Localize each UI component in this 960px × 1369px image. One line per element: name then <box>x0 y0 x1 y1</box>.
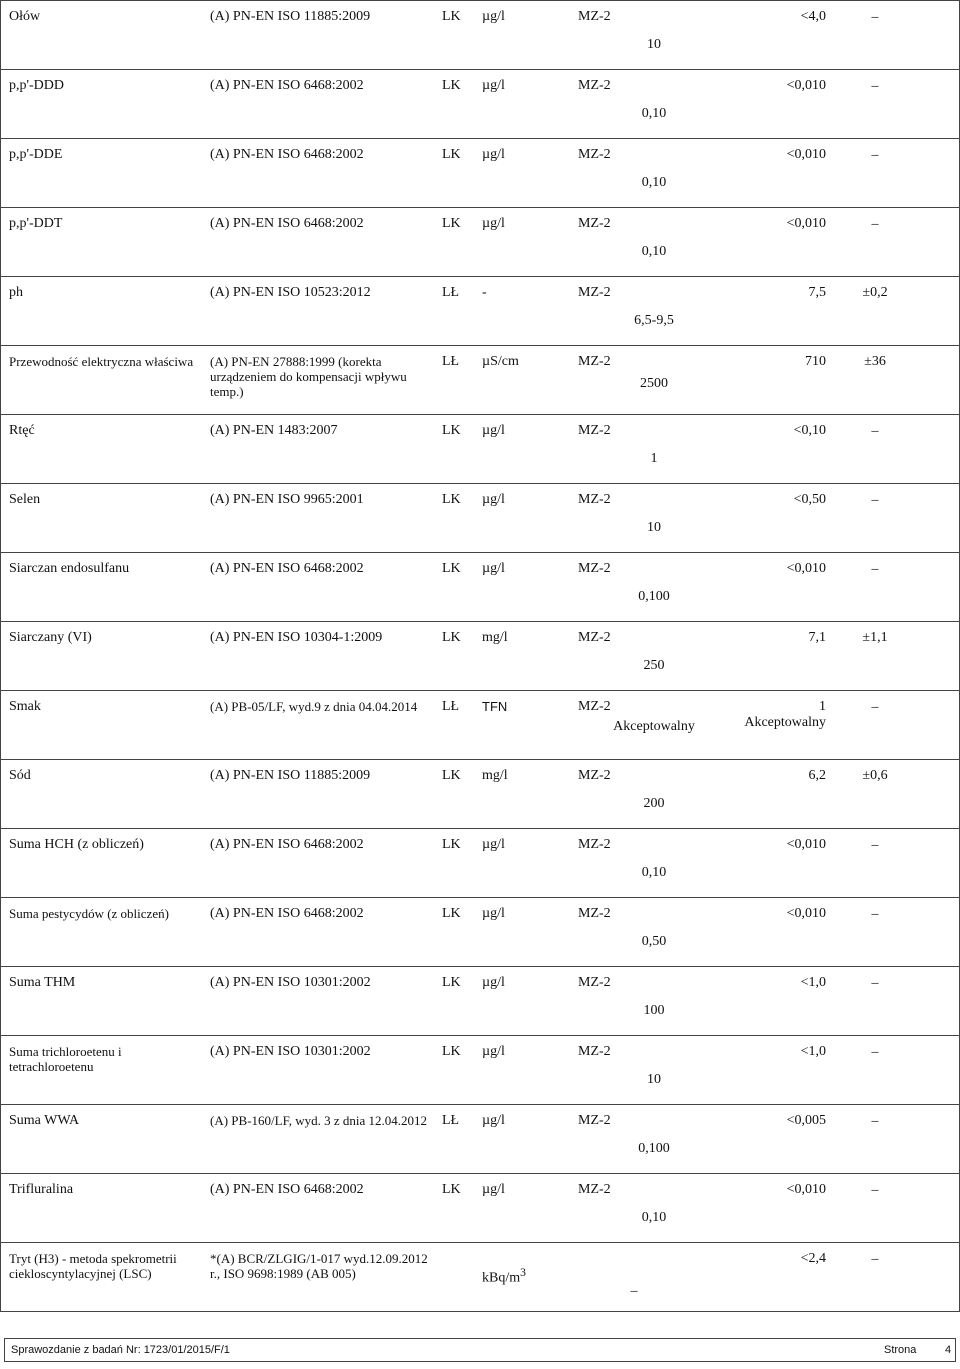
regulation: MZ-2 <box>578 975 611 990</box>
test-method: (A) PN-EN ISO 6468:2002 <box>210 78 364 93</box>
lab-code: LK <box>442 147 461 162</box>
test-method: (A) PN-EN ISO 6468:2002 <box>210 216 364 231</box>
regulation: MZ-2 <box>578 630 611 645</box>
result-value: <4,0 <box>800 9 826 24</box>
uncertainty: _ <box>871 557 879 572</box>
uncertainty: _ <box>871 212 879 227</box>
row-content <box>1 829 959 897</box>
test-method: (A) PN-EN 1483:2007 <box>210 423 338 438</box>
regulation: MZ-2 <box>578 285 611 300</box>
uncertainty: _ <box>871 1178 879 1193</box>
result-value: <1,0 <box>800 1044 826 1059</box>
result-value: <0,010 <box>786 1182 826 1197</box>
uncertainty: _ <box>871 5 879 20</box>
lab-code: LŁ <box>442 285 460 300</box>
row-cell <box>1 898 960 967</box>
row-content <box>1 760 959 828</box>
row-content <box>1 415 959 483</box>
limit-value: 250 <box>643 658 665 673</box>
limit-value: Akceptowalny <box>613 719 695 734</box>
result-value: <0,010 <box>786 78 826 93</box>
uncertainty: _ <box>871 419 879 434</box>
unit: µS/cm <box>482 354 519 369</box>
row-cell <box>1 1174 960 1243</box>
parameter-name: ph <box>9 285 23 300</box>
row-cell <box>1 1 960 70</box>
row-cell <box>1 346 960 415</box>
lab-code: LK <box>442 630 461 645</box>
limit-value: 0,10 <box>641 865 667 880</box>
uncertainty: ±0,6 <box>862 768 888 783</box>
parameter-name: Sód <box>9 768 31 783</box>
row-content <box>1 346 959 414</box>
limit-value: 10 <box>647 37 661 52</box>
table-row <box>1 1243 960 1312</box>
regulation: MZ-2 <box>578 9 611 24</box>
table-row <box>1 622 960 691</box>
unit: µg/l <box>482 906 505 921</box>
row-content <box>1 1 959 69</box>
test-method: (A) PN-EN ISO 10301:2002 <box>210 1044 371 1059</box>
regulation: MZ-2 <box>578 699 611 714</box>
result-value: 7,5 <box>808 285 826 300</box>
limit-value: 6,5-9,5 <box>634 313 674 328</box>
uncertainty: ±0,2 <box>862 285 888 300</box>
row-cell <box>1 139 960 208</box>
limit-value: 10 <box>647 1072 661 1087</box>
unit: mg/l <box>482 630 508 645</box>
parameter-name: Suma HCH (z obliczeń) <box>9 837 144 852</box>
test-method: *(A) BCR/ZLGIG/1-017 wyd.12.09.2012 r., ISO 9698:1989 (AB 005) <box>210 1251 428 1281</box>
parameter-name: Siarczany (VI) <box>9 630 92 645</box>
uncertainty: _ <box>871 143 879 158</box>
unit-exponent: 3 <box>520 1266 526 1279</box>
report-number: Sprawozdanie z badań Nr: 1723/01/2015/F/1 <box>11 1344 230 1356</box>
limit-value: 0,10 <box>641 1210 667 1225</box>
limit-value: 0,10 <box>641 175 667 190</box>
unit: µg/l <box>482 147 505 162</box>
page-number: 4 <box>945 1344 952 1356</box>
result-value: 7,1 <box>808 630 826 645</box>
lab-code: LK <box>442 9 461 24</box>
unit: µg/l <box>482 837 505 852</box>
uncertainty: _ <box>871 1109 879 1124</box>
row-cell <box>1 277 960 346</box>
lab-code: LK <box>442 423 461 438</box>
test-method: (A) PB-160/LF, wyd. 3 z dnia 12.04.2012 <box>210 1113 428 1128</box>
row-cell <box>1 484 960 553</box>
limit-value: 0,100 <box>638 1141 670 1156</box>
row-cell <box>1 208 960 277</box>
parameter-name: Suma trichloroetenu i tetrachloroetenu <box>9 1044 122 1074</box>
uncertainty: _ <box>871 902 879 917</box>
lab-code: LŁ <box>442 354 460 369</box>
test-method: (A) PN-EN ISO 9965:2001 <box>210 492 364 507</box>
row-cell <box>1 1105 960 1174</box>
parameter-name: p,p'-DDD <box>9 78 65 93</box>
limit-value: 0,100 <box>638 589 670 604</box>
result-value: <0,50 <box>793 492 826 507</box>
parameter-name: Ołów <box>9 9 41 24</box>
row-content <box>1 70 959 138</box>
test-method: (A) PN-EN ISO 10304-1:2009 <box>210 630 383 645</box>
lab-code: LK <box>442 1182 461 1197</box>
unit: µg/l <box>482 975 505 990</box>
test-method: (A) PN-EN ISO 6468:2002 <box>210 906 364 921</box>
table-row <box>1 277 960 346</box>
parameter-name: Suma WWA <box>9 1113 80 1128</box>
test-method: (A) PN-EN ISO 6468:2002 <box>210 561 364 576</box>
parameter-name: Suma THM <box>9 975 76 990</box>
row-content <box>1 691 959 759</box>
row-content <box>1 1036 959 1104</box>
table-row <box>1 346 960 415</box>
regulation: MZ-2 <box>578 492 611 507</box>
unit: - <box>482 285 487 300</box>
unit: TFN <box>482 699 508 714</box>
parameter-name: Rtęć <box>9 423 35 438</box>
unit-base: kBq/m <box>482 1270 521 1286</box>
regulation: MZ-2 <box>578 423 611 438</box>
test-method: (A) PN-EN ISO 6468:2002 <box>210 1182 364 1197</box>
lab-code: LK <box>442 561 461 576</box>
parameter-name: Przewodność elektryczna właściwa <box>9 354 194 369</box>
lab-code: LK <box>442 216 461 231</box>
row-content <box>1 277 959 345</box>
result-value: <0,005 <box>786 1113 826 1128</box>
result-value: 1 <box>819 699 826 714</box>
regulation: MZ-2 <box>578 1113 611 1128</box>
table-row <box>1 691 960 760</box>
row-cell <box>1 691 960 760</box>
result-value: <0,010 <box>786 216 826 231</box>
result-value: <0,10 <box>793 423 826 438</box>
table-row <box>1 70 960 139</box>
limit-value: 100 <box>643 1003 665 1018</box>
table-row <box>1 1 960 70</box>
table-row <box>1 415 960 484</box>
unit: µg/l <box>482 1044 505 1059</box>
unit: µg/l <box>482 216 505 231</box>
row-cell <box>1 415 960 484</box>
row-content <box>1 484 959 552</box>
regulation: MZ-2 <box>578 768 611 783</box>
parameter-name: p,p'-DDE <box>9 147 63 162</box>
row-content <box>1 1243 959 1311</box>
test-method: (A) PN-EN ISO 10523:2012 <box>210 285 371 300</box>
parameter-name: Siarczan endosulfanu <box>9 561 130 576</box>
table-row <box>1 898 960 967</box>
table-row <box>1 967 960 1036</box>
table-row <box>1 1036 960 1105</box>
lab-code: LK <box>442 78 461 93</box>
table-row <box>1 1174 960 1243</box>
unit: µg/l <box>482 561 505 576</box>
regulation: MZ-2 <box>578 1044 611 1059</box>
uncertainty: ±36 <box>864 354 886 369</box>
parameter-name: Smak <box>9 699 41 714</box>
row-cell <box>1 70 960 139</box>
test-method: (A) PB-05/LF, wyd.9 z dnia 04.04.2014 <box>210 699 418 714</box>
row-content <box>1 622 959 690</box>
test-method: (A) PN-EN ISO 6468:2002 <box>210 837 364 852</box>
unit: µg/l <box>482 423 505 438</box>
table-row <box>1 829 960 898</box>
test-method: (A) PN-EN ISO 10301:2002 <box>210 975 371 990</box>
page-label: Strona <box>884 1344 917 1356</box>
row-content <box>1 553 959 621</box>
result-description: Akceptowalny <box>744 715 826 730</box>
uncertainty: _ <box>871 971 879 986</box>
parameter-name: p,p'-DDT <box>9 216 63 231</box>
test-method: (A) PN-EN ISO 11885:2009 <box>210 768 371 783</box>
result-value: <0,010 <box>786 837 826 852</box>
row-content <box>1 1174 959 1242</box>
limit-value: 2500 <box>640 376 668 391</box>
lab-code: LK <box>442 906 461 921</box>
regulation: MZ-2 <box>578 561 611 576</box>
row-content <box>1 898 959 966</box>
regulation: MZ-2 <box>578 906 611 921</box>
regulation: MZ-2 <box>578 1182 611 1197</box>
unit: µg/l <box>482 1182 505 1197</box>
result-value: <0,010 <box>786 906 826 921</box>
regulation: MZ-2 <box>578 837 611 852</box>
row-cell <box>1 1243 960 1312</box>
test-method: (A) PN-EN ISO 6468:2002 <box>210 147 364 162</box>
unit <box>482 1265 562 1287</box>
result-value: <0,010 <box>786 147 826 162</box>
lab-code: LK <box>442 975 461 990</box>
table-row <box>1 760 960 829</box>
row-cell <box>1 760 960 829</box>
parameter-name: Selen <box>9 492 41 507</box>
lab-code: LŁ <box>442 699 460 714</box>
limit-value: 1 <box>650 451 658 466</box>
result-value: <0,010 <box>786 561 826 576</box>
limit-value: 0,10 <box>641 106 667 121</box>
table-row <box>1 553 960 622</box>
table-row <box>1 1105 960 1174</box>
test-method: (A) PN-EN ISO 11885:2009 <box>210 9 371 24</box>
parameter-name: Tryt (H3) - metoda spekrometrii ciekloscyntylacyjnej (LSC) <box>9 1251 177 1281</box>
row-content <box>1 139 959 207</box>
uncertainty: _ <box>871 488 879 503</box>
lab-code: LK <box>442 768 461 783</box>
table-row <box>1 208 960 277</box>
row-content <box>1 208 959 276</box>
unit: µg/l <box>482 492 505 507</box>
parameter-name: Trifluralina <box>9 1182 74 1197</box>
uncertainty: _ <box>871 833 879 848</box>
unit: µg/l <box>482 9 505 24</box>
row-cell <box>1 553 960 622</box>
table-row <box>1 484 960 553</box>
row-cell <box>1 967 960 1036</box>
result-value: 710 <box>805 354 826 369</box>
row-content <box>1 967 959 1035</box>
uncertainty: _ <box>871 695 879 710</box>
uncertainty: ±1,1 <box>862 630 888 645</box>
limit-value: 0,10 <box>641 244 667 259</box>
lab-code: LK <box>442 1044 461 1059</box>
lab-code: LK <box>442 837 461 852</box>
unit: µg/l <box>482 1113 505 1128</box>
regulation: MZ-2 <box>578 147 611 162</box>
test-method: (A) PN-EN 27888:1999 (korekta urządzeniem do kompensacji wpływu temp.) <box>210 354 407 399</box>
unit: mg/l <box>482 768 508 783</box>
row-content <box>1 1105 959 1173</box>
page-footer <box>4 1338 956 1362</box>
uncertainty: _ <box>871 1247 879 1262</box>
uncertainty: _ <box>871 1040 879 1055</box>
row-cell <box>1 622 960 691</box>
regulation: MZ-2 <box>578 78 611 93</box>
unit: µg/l <box>482 78 505 93</box>
row-cell <box>1 829 960 898</box>
limit-value: 200 <box>643 796 665 811</box>
result-value: <2,4 <box>800 1251 826 1266</box>
regulation: MZ-2 <box>578 354 611 369</box>
limit-value: _ <box>630 1279 638 1294</box>
limit-value: 10 <box>647 520 661 535</box>
uncertainty: _ <box>871 74 879 89</box>
result-value: 6,2 <box>808 768 826 783</box>
result-value: <1,0 <box>800 975 826 990</box>
regulation: MZ-2 <box>578 216 611 231</box>
parameter-name: Suma pestycydów (z obliczeń) <box>9 906 169 921</box>
table-row <box>1 139 960 208</box>
results-table-body <box>1 1 960 1312</box>
row-cell <box>1 1036 960 1105</box>
limit-value: 0,50 <box>641 934 667 949</box>
lab-code: LK <box>442 492 461 507</box>
lab-code: LŁ <box>442 1113 460 1128</box>
